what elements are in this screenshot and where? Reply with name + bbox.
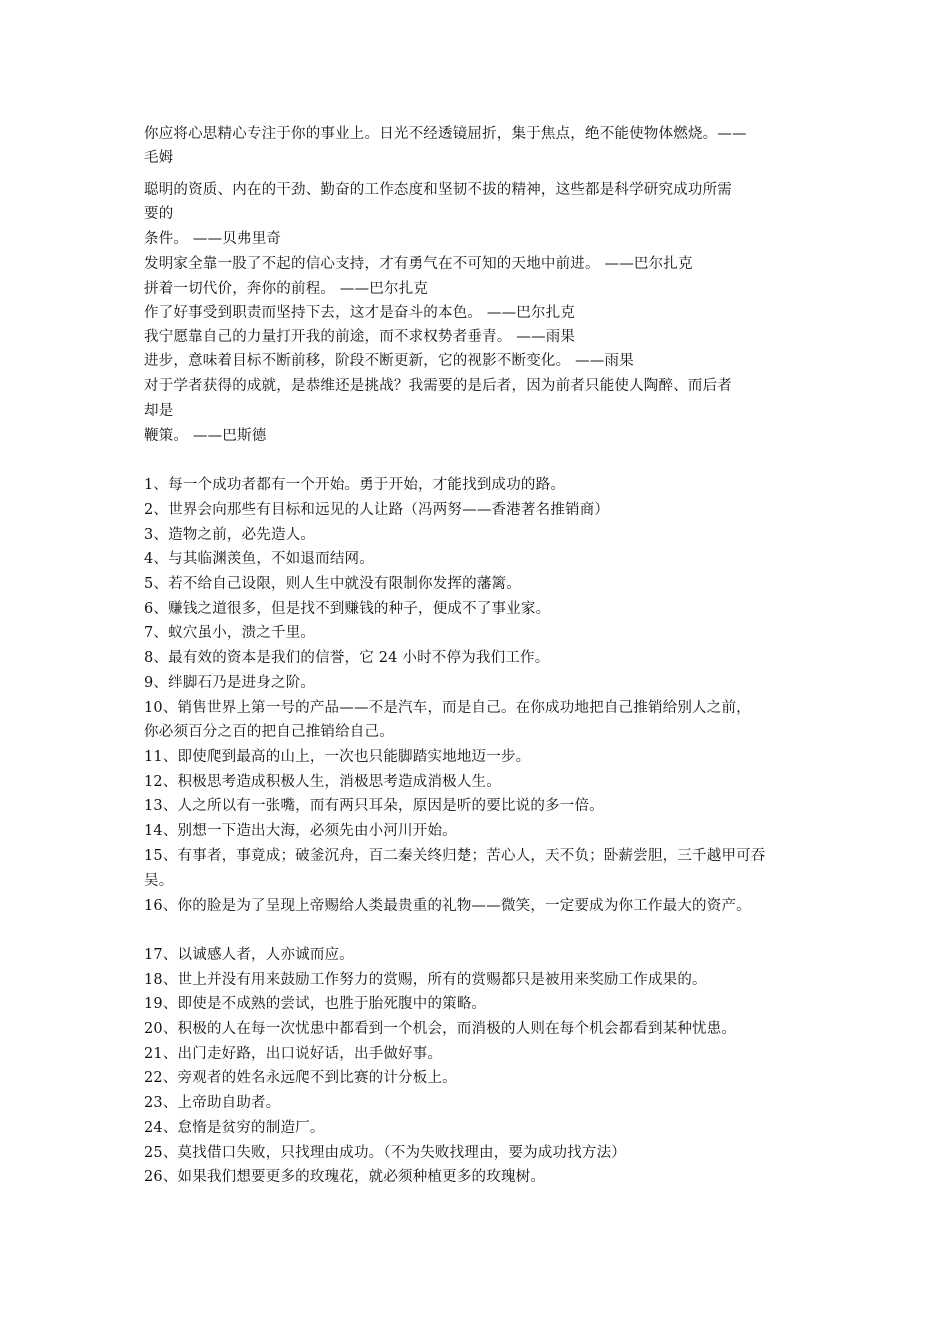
- list-item: 11、即使爬到最高的山上，一次也只能脚踏实地地迈一步。: [144, 749, 531, 765]
- list-item: 20、积极的人在每一次忧患中都看到一个机会，而消极的人则在每个机会都看到某种忧患。: [144, 1021, 737, 1037]
- quote-line: 对于学者获得的成就，是恭维还是挑战？我需要的是后者，因为前者只能使人陶醉、而后者: [144, 378, 732, 394]
- list-item: 2、世界会向那些有目标和远见的人让路（冯两努——香港著名推销商）: [144, 502, 610, 518]
- quote-line: 发明家全靠一股了不起的信心支持，才有勇气在不可知的天地中前进。 ——巴尔扎克: [144, 256, 693, 272]
- quote-line: 聪明的资质、内在的干劲、勤奋的工作态度和坚韧不拔的精神，这些都是科学研究成功所需: [144, 182, 732, 198]
- list-item: 3、造物之前，必先造人。: [144, 527, 316, 543]
- list-item: 16、你的脸是为了呈现上帝赐给人类最贵重的礼物——微笑，一定要成为你工作最大的资产。: [144, 898, 751, 914]
- list-item: 19、即使是不成熟的尝试，也胜于胎死腹中的策略。: [144, 996, 487, 1012]
- list-item: 10、销售世界上第一号的产品——不是汽车，而是自己。在你成功地把自己推销给别人之前，: [144, 700, 751, 716]
- list-item: 21、出门走好路，出口说好话，出手做好事。: [144, 1046, 443, 1062]
- list-item: 23、上帝助自助者。: [144, 1095, 281, 1111]
- quote-line: 我宁愿靠自己的力量打开我的前途，而不求权势者垂青。 ——雨果: [144, 329, 576, 345]
- list-item: 你必须百分之百的把自己推销给自己。: [144, 724, 394, 740]
- quote-line: 作了好事受到职责而坚持下去，这才是奋斗的本色。 ——巴尔扎克: [144, 305, 576, 321]
- list-item: 25、莫找借口失败，只找理由成功。（不为失败找理由，要为成功找方法）: [144, 1145, 626, 1161]
- list-item: 22、旁观者的姓名永远爬不到比赛的计分板上。: [144, 1070, 457, 1086]
- list-item: 24、怠惰是贫穷的制造厂。: [144, 1120, 325, 1136]
- list-item: 13、人之所以有一张嘴，而有两只耳朵，原因是听的要比说的多一倍。: [144, 798, 604, 814]
- list-item: 吴。: [144, 873, 174, 889]
- list-item: 18、世上并没有用来鼓励工作努力的赏赐，所有的赏赐都只是被用来奖励工作成果的。: [144, 972, 707, 988]
- list-item: 9、绊脚石乃是进身之阶。: [144, 675, 316, 691]
- list-item: 6、赚钱之道很多，但是找不到赚钱的种子，便成不了事业家。: [144, 601, 551, 617]
- list-item: 15、有事者，事竟成；破釜沉舟，百二秦关终归楚；苦心人，天不负；卧薪尝胆，三千越甲可吞: [144, 848, 766, 864]
- quote-line: 鞭策。 ——巴斯德: [144, 428, 267, 444]
- list-item: 8、最有效的资本是我们的信誉，它 24 小时不停为我们工作。: [144, 650, 550, 666]
- quote-line: 拼着一切代价，奔你的前程。 ——巴尔扎克: [144, 281, 429, 297]
- list-item: 4、与其临渊羡鱼，不如退而结网。: [144, 551, 374, 567]
- quote-line: 进步，意味着目标不断前移，阶段不断更新，它的视影不断变化。 ——雨果: [144, 353, 634, 369]
- list-item: 1、每一个成功者都有一个开始。勇于开始，才能找到成功的路。: [144, 477, 566, 493]
- quote-line: 条件。 ——贝弗里奇: [144, 231, 282, 247]
- list-item: 12、积极思考造成积极人生，消极思考造成消极人生。: [144, 774, 501, 790]
- list-item: 5、若不给自己设限，则人生中就没有限制你发挥的藩篱。: [144, 576, 521, 592]
- quote-line: 毛姆: [144, 150, 174, 166]
- quote-line: 要的: [144, 206, 174, 222]
- list-item: 26、如果我们想要更多的玫瑰花，就必须种植更多的玫瑰树。: [144, 1169, 546, 1185]
- list-item: 17、以诚感人者，人亦诚而应。: [144, 947, 354, 963]
- list-item: 7、蚁穴虽小，溃之千里。: [144, 625, 316, 641]
- quote-line: 你应将心思精心专注于你的事业上。日光不经透镜屈折，集于焦点，绝不能使物体燃烧。——: [144, 126, 747, 142]
- list-item: 14、别想一下造出大海，必须先由小河川开始。: [144, 823, 457, 839]
- quote-line: 却是: [144, 403, 174, 419]
